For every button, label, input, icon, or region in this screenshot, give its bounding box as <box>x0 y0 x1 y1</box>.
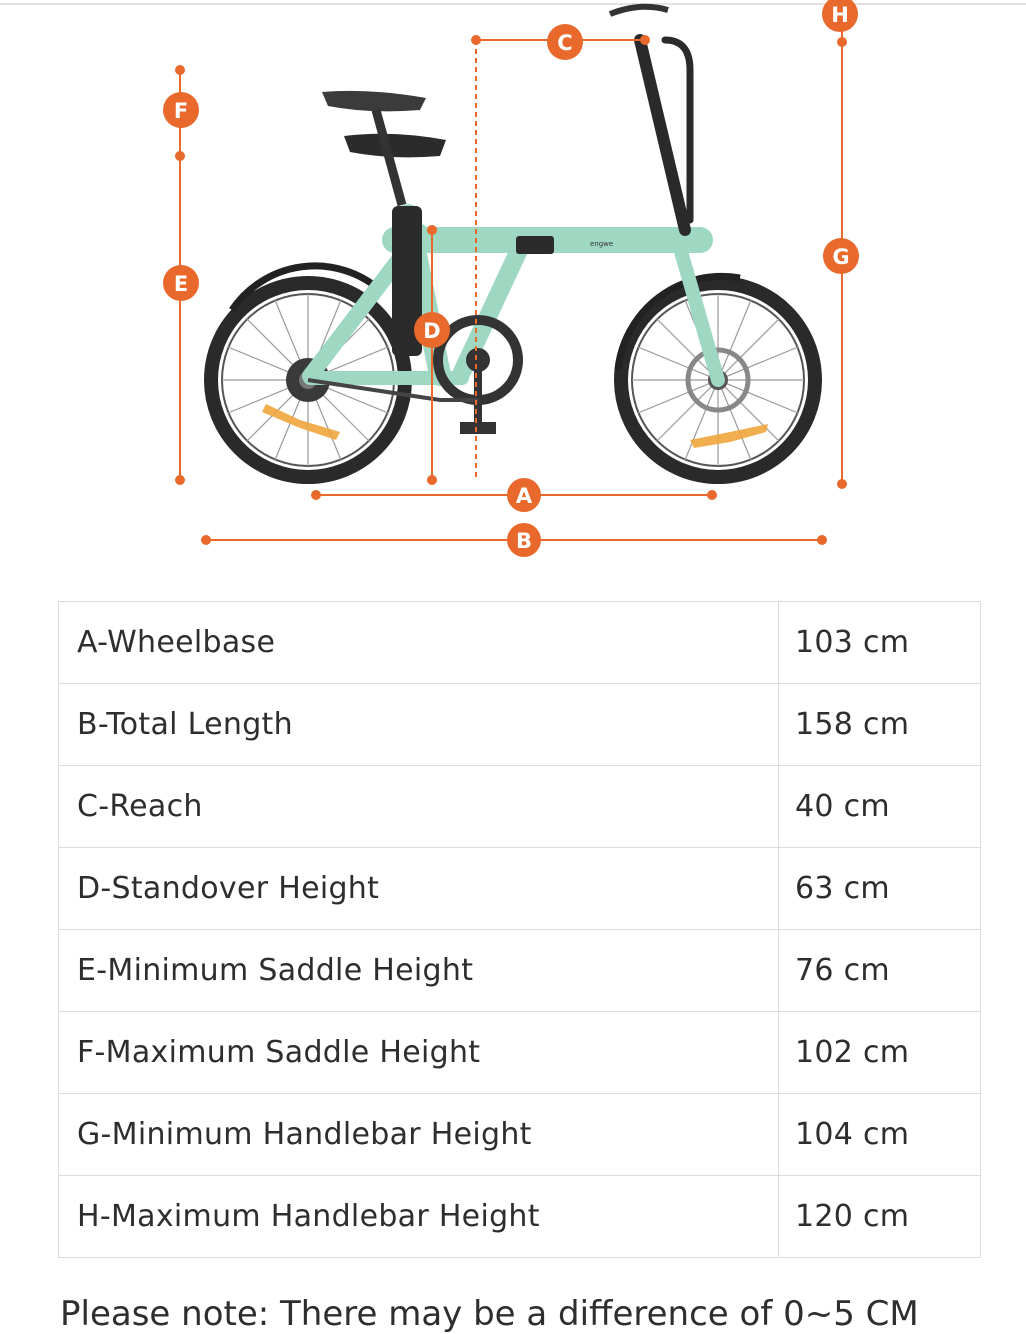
table-row <box>59 766 981 848</box>
svg-text:E: E <box>173 272 189 296</box>
svg-text:H: H <box>831 3 849 27</box>
svg-text:G: G <box>832 245 850 269</box>
spec-label: A-Wheelbase <box>59 602 779 684</box>
spec-label: H-Maximum Handlebar Height <box>59 1176 779 1258</box>
table-row <box>59 1094 981 1176</box>
svg-text:C: C <box>557 31 573 55</box>
spec-value: 63 cm <box>779 848 981 930</box>
spec-value: 40 cm <box>779 766 981 848</box>
marker-g <box>823 238 859 274</box>
spec-label: F-Maximum Saddle Height <box>59 1012 779 1094</box>
svg-text:engwe: engwe <box>590 240 614 248</box>
spec-label: D-Standover Height <box>59 848 779 930</box>
table-row <box>59 848 981 930</box>
marker-a <box>507 478 541 512</box>
dimension-spec-table <box>58 601 981 1258</box>
spec-value: 158 cm <box>779 684 981 766</box>
spec-label: C-Reach <box>59 766 779 848</box>
spec-value: 76 cm <box>779 930 981 1012</box>
marker-f <box>163 92 199 128</box>
spec-label: B-Total Length <box>59 684 779 766</box>
bike-illustration <box>211 7 815 477</box>
spec-value: 103 cm <box>779 602 981 684</box>
svg-text:F: F <box>173 99 189 123</box>
spec-value: 102 cm <box>779 1012 981 1094</box>
svg-text:B: B <box>515 529 533 553</box>
spec-value: 104 cm <box>779 1094 981 1176</box>
tolerance-note: Please note: There may be a difference of 0~5 CM <box>60 1294 919 1334</box>
table-row <box>59 1012 981 1094</box>
svg-text:D: D <box>423 319 441 343</box>
svg-text:A: A <box>515 484 533 508</box>
marker-b <box>507 523 541 557</box>
marker-d <box>414 312 450 348</box>
marker-c <box>547 24 583 60</box>
spec-label: G-Minimum Handlebar Height <box>59 1094 779 1176</box>
marker-h <box>822 0 858 32</box>
bike-dimension-diagram <box>0 0 1026 570</box>
table-row <box>59 602 981 684</box>
bike-frame <box>310 40 718 380</box>
table-row <box>59 930 981 1012</box>
spec-label: E-Minimum Saddle Height <box>59 930 779 1012</box>
marker-e <box>163 265 199 301</box>
table-row <box>59 684 981 766</box>
spec-value: 120 cm <box>779 1176 981 1258</box>
table-row <box>59 1176 981 1258</box>
